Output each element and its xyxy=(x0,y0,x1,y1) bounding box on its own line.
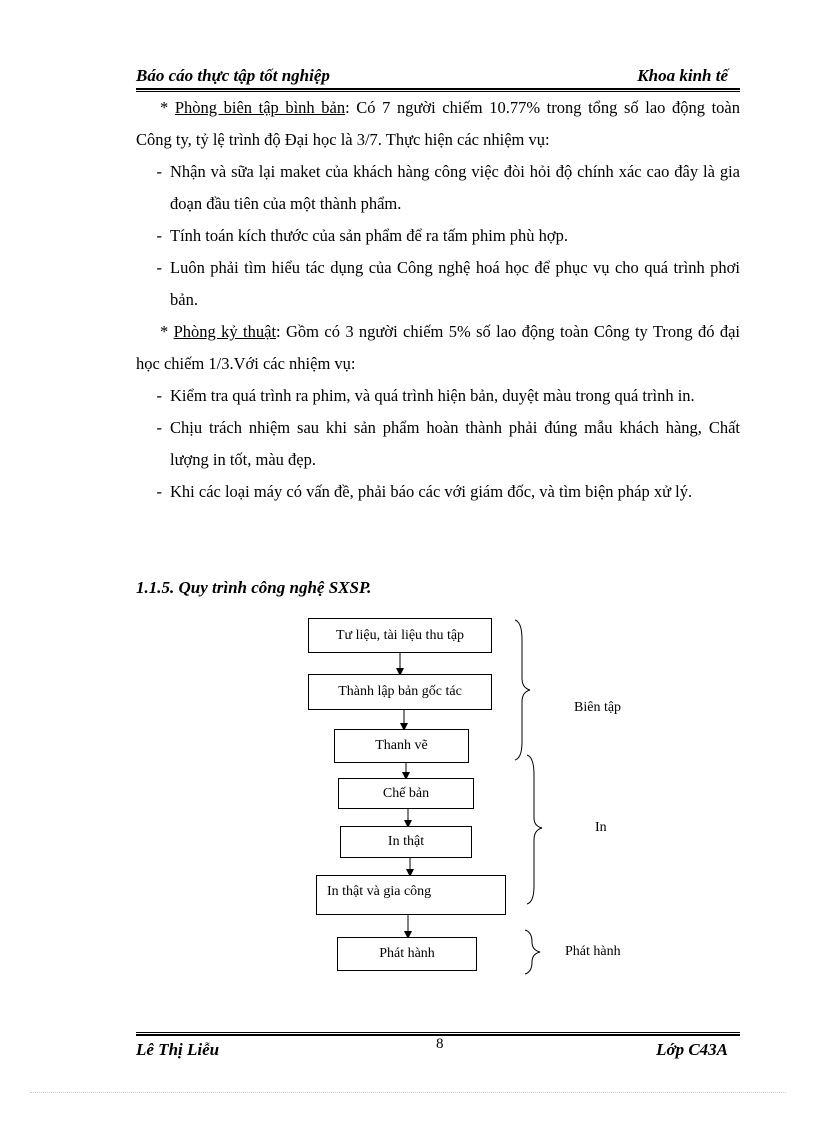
flow-step-draft-map: Thành lập bản gốc tác xyxy=(308,674,492,710)
paragraph-technical-dept xyxy=(136,316,740,380)
flow-step-platemaking: Chế bản xyxy=(338,778,474,809)
list-item-text: Luôn phải tìm hiểu tác dụng của Công nghệ hoá học để phục vụ cho quá trình phơi bản. xyxy=(170,258,740,309)
list-item-text: Tính toán kích thước của sản phẩm để ra tấm phim phù hợp. xyxy=(170,226,569,245)
group-label-editing: Biên tập xyxy=(574,700,622,715)
dept-technical-text: : Gồm có 3 người chiếm 5% số lao động toàn Công ty Trong đó đại học chiếm 1/3.Với các nhiệm vụ: xyxy=(136,322,741,373)
page-number: 8 xyxy=(436,1036,444,1052)
list-dash: - xyxy=(156,418,162,437)
header-department: Khoa kinh tế xyxy=(637,66,728,85)
dept-editing-text: : Có 7 người chiếm 10.77% trong tổng số lao động toàn Công ty, tỷ lệ trình độ Đại học là 3/7. Thực hiện các nhiệm vụ: xyxy=(136,98,741,149)
section-heading: 1.1.5. Quy trình công nghệ SXSP. xyxy=(136,578,372,597)
flow-step-printing: In thật xyxy=(340,826,472,858)
flow-step-materials: Tư liệu, tài liệu thu tập xyxy=(308,618,492,653)
list-item-text: Khi các loại máy có vấn đề, phải báo các với giám đốc, và tìm biện pháp xử lý. xyxy=(170,482,693,501)
list-item xyxy=(136,380,740,412)
header-title: Báo cáo thực tập tốt nghiệp xyxy=(136,66,330,85)
list-item-text: Chịu trách nhiệm sau khi sản phẩm hoàn thành phải đúng mẫu khách hàng, Chất lượng in tốt, màu đẹp. xyxy=(170,418,740,469)
page-header xyxy=(136,66,740,88)
list-item-text: Nhận và sữa lại maket của khách hàng công việc đòi hỏi độ chính xác cao đây là gia đoạn đầu tiên của một thành phẩm. xyxy=(170,162,740,213)
flow-step-publishing: Phát hành xyxy=(337,937,477,971)
dept-editing-label: Phòng biên tập bình bản xyxy=(174,98,346,117)
list-item xyxy=(136,220,740,252)
dept-technical-label: Phòng kỷ thuật xyxy=(173,322,277,341)
bullet-star: * xyxy=(160,322,174,341)
group-label-publishing: Phát hành xyxy=(565,944,621,959)
page-footer xyxy=(136,1036,740,1064)
flow-step-drawing: Thanh vẽ xyxy=(334,729,469,763)
list-dash: - xyxy=(156,226,162,245)
bullet-star: * xyxy=(160,98,175,117)
footer-class: Lớp C43A xyxy=(656,1040,728,1059)
list-item xyxy=(136,252,740,316)
brace-publishing xyxy=(525,930,540,974)
list-item xyxy=(136,476,740,508)
footer-author: Lê Thị Liễu xyxy=(136,1040,220,1059)
list-item xyxy=(136,156,740,220)
body-text xyxy=(136,92,740,508)
group-label-printing: In xyxy=(595,820,607,835)
brace-editing xyxy=(515,620,530,760)
list-item xyxy=(136,412,740,476)
list-dash: - xyxy=(156,258,162,277)
list-dash: - xyxy=(156,162,162,181)
brace-printing xyxy=(527,755,542,904)
list-dash: - xyxy=(156,482,162,501)
page-bottom-divider xyxy=(30,1092,786,1093)
list-dash: - xyxy=(156,386,162,405)
paragraph-editing-dept xyxy=(136,92,740,156)
flow-step-printing-finishing: In thật và gia công xyxy=(316,875,506,915)
list-item-text: Kiểm tra quá trình ra phim, và quá trình hiện bản, duyệt màu trong quá trình in. xyxy=(170,386,695,405)
